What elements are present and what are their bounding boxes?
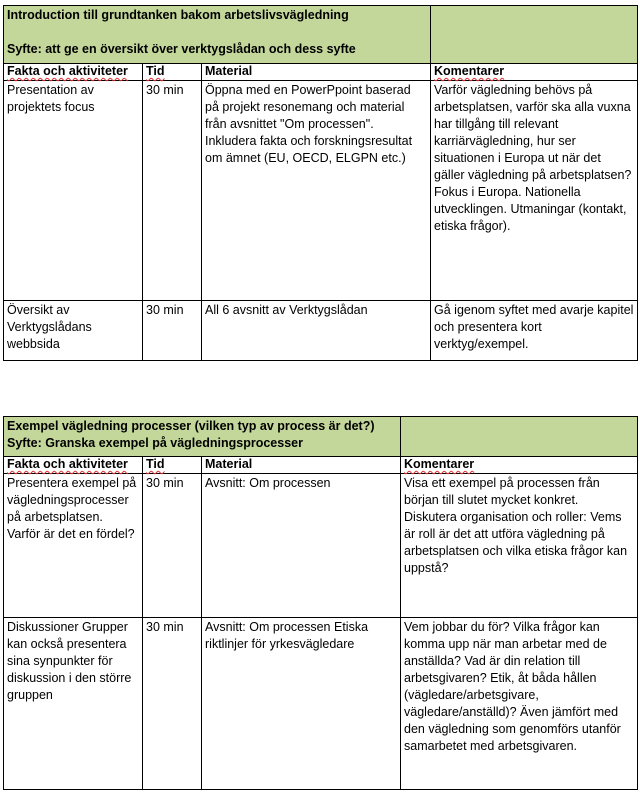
table-row <box>4 618 638 790</box>
cell-comment: Vem jobbar du för? Vilka frågor kan komma upp när man arbetar med de anställda? Vad är din relation till arbetsgivaren? Etik, åt båda hållen (vägledare/arbetsgivare, vägledare/anställd)? Även jämfört med den vägledning som genomförs utanför samarbetet med arbetsgivaren. <box>401 618 638 790</box>
col-header-material: Material <box>202 64 431 81</box>
column-header-row <box>4 64 638 81</box>
section-header-row <box>4 6 638 64</box>
plan-table-examples <box>3 416 638 790</box>
section-heading: Introduction till grundtanken bakom arbetslivsvägledning <box>7 8 349 22</box>
table-row <box>4 81 638 301</box>
col-header-time: Tid <box>143 457 202 474</box>
section-title-empty-cell <box>431 6 638 64</box>
table-row <box>4 474 638 618</box>
cell-time: 30 min <box>143 474 202 618</box>
col-header-time: Tid <box>143 64 202 81</box>
cell-comment: Gå igenom syftet med avarje kapitel och presentera kort verktyg/exempel. <box>431 301 638 361</box>
table-row <box>4 301 638 361</box>
cell-material: Öppna med en PowerPpoint baserad på projekt resonemang och material från avsnittet "Om processen". Inkludera fakta och forskningsresultat om ämnet (EU, OECD, ELGPN etc.) <box>202 81 431 301</box>
cell-material: All 6 avsnitt av Verktygslådan <box>202 301 431 361</box>
col-header-activities: Fakta och aktiviteter <box>4 64 143 81</box>
col-header-activities: Fakta och aktiviteter <box>4 457 143 474</box>
col-header-comments: Komentarer <box>431 64 638 81</box>
cell-activity: Presentation av projektets focus <box>4 81 143 301</box>
section-title-empty-cell <box>401 417 638 457</box>
col-header-material: Material <box>202 457 401 474</box>
col-header-comments: Komentarer <box>401 457 638 474</box>
cell-activity: Översikt av Verktygslådans webbsida <box>4 301 143 361</box>
cell-comment: Visa ett exempel på processen från början till slutet mycket konkret. Diskutera organisation och roller: Vems är roll är det att utföra vägledning på arbetsplatsen och vilka etiska frågor kan uppstå? <box>401 474 638 618</box>
cell-time: 30 min <box>143 81 202 301</box>
column-header-row <box>4 457 638 474</box>
section-purpose: Syfte: Granska exempel på vägledningsprocesser <box>7 436 303 450</box>
cell-material: Avsnitt: Om processen <box>202 474 401 618</box>
cell-comment: Varför vägledning behövs på arbetsplatsen, varför ska alla vuxna har tillgång till relevant karriärvägledning, hur ser situationen i Europa ut när det gäller vägledning på arbetsplatsen? Fokus i Europa. Nationella utvecklingen. Utmaningar (kontakt, etiska frågor). <box>431 81 638 301</box>
section-header-row <box>4 417 638 457</box>
section-heading: Exempel vägledning processer (vilken typ av process är det?) <box>7 419 375 433</box>
section-title-cell <box>4 417 401 457</box>
section-purpose: Syfte: att ge en översikt över verktygslådan och dess syfte <box>7 42 356 56</box>
section-title-cell <box>4 6 431 64</box>
cell-time: 30 min <box>143 618 202 790</box>
plan-table-introduction <box>3 5 638 361</box>
cell-activity: Presentera exempel på vägledningsprocesser på arbetsplatsen. Varför är det en fördel? <box>4 474 143 618</box>
cell-activity: Diskussioner Grupper kan också presentera sina synpunkter för diskussion i den större gruppen <box>4 618 143 790</box>
cell-time: 30 min <box>143 301 202 361</box>
cell-material: Avsnitt: Om processen Etiska riktlinjer för yrkesvägledare <box>202 618 401 790</box>
